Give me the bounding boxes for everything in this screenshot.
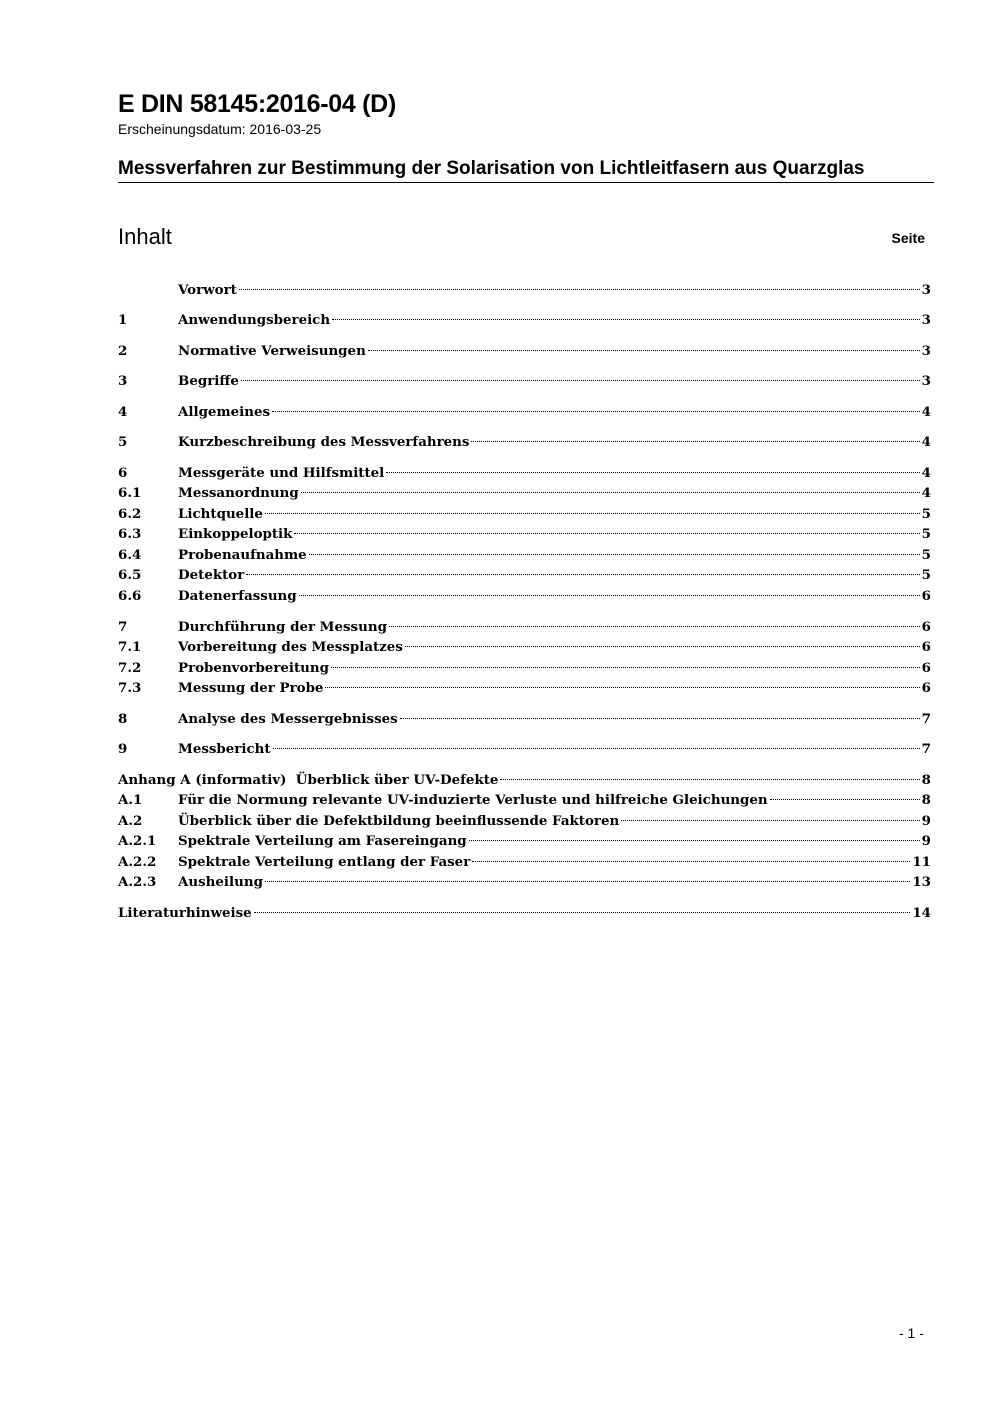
toc-leader (239, 289, 920, 290)
toc-entry-page: 13 (912, 874, 931, 890)
toc-entry-number: 6.2 (118, 506, 142, 522)
toc-entry-page: 11 (912, 854, 931, 870)
toc-entry-label: Probenvorbereitung (178, 660, 330, 676)
toc-leader (254, 912, 911, 913)
toc-entry-page: 4 (921, 434, 931, 450)
toc-entry[interactable] (118, 637, 931, 657)
toc-entry-number: 2 (118, 343, 128, 359)
toc-leader (332, 319, 920, 320)
toc-entry[interactable] (118, 678, 931, 698)
toc-entry-number: A.2.2 (118, 854, 157, 870)
toc-entry-page: 3 (921, 282, 931, 298)
toc-entry-label: Lichtquelle (178, 506, 263, 522)
toc-entry-page: 14 (912, 905, 931, 921)
toc-entry-number: 6.3 (118, 526, 142, 542)
toc-entry-label: Vorbereitung des Messplatzes (178, 639, 403, 655)
toc-entry-label: Ausheilung (178, 874, 263, 890)
toc-entry-label: Vorwort (178, 282, 237, 298)
toc-entry-page: 6 (921, 639, 931, 655)
toc-entry-label: Durchführung der Messung (178, 619, 387, 635)
toc-entry-page: 6 (921, 660, 931, 676)
toc-leader (309, 554, 920, 555)
publication-date: Erscheinungsdatum: 2016-03-25 (118, 121, 322, 137)
toc-entry[interactable] (118, 658, 931, 678)
toc-entry-label: Spektrale Verteilung entlang der Faser (178, 854, 471, 870)
toc-entry-number: 6.4 (118, 547, 142, 563)
toc-entry-label: Analyse des Messergebnisses (178, 711, 398, 727)
page-number: - 1 - (899, 1325, 924, 1341)
toc-entry-label: Normative Verweisungen (178, 343, 366, 359)
doc-id: E DIN 58145:2016-04 (D) (118, 90, 396, 118)
toc-leader (500, 779, 919, 780)
toc-entry[interactable] (118, 903, 931, 923)
toc-entry-page: 9 (921, 813, 931, 829)
toc-entry[interactable] (118, 463, 931, 483)
toc-entry[interactable] (118, 811, 931, 831)
toc-leader (469, 840, 920, 841)
toc-entry[interactable] (118, 790, 931, 810)
toc-page-column-label: Seite (891, 230, 925, 246)
toc-leader (301, 492, 920, 493)
toc-leader (386, 472, 919, 473)
toc-entry-page: 3 (921, 312, 931, 328)
toc-entry-label: Spektrale Verteilung am Fasereingang (178, 833, 467, 849)
toc-entry-number: 5 (118, 434, 128, 450)
toc-leader (294, 533, 919, 534)
toc-leader (325, 687, 919, 688)
toc-entry[interactable] (118, 709, 931, 729)
toc-entry[interactable] (118, 524, 931, 544)
toc-leader (389, 626, 920, 627)
toc-entry[interactable] (118, 280, 931, 300)
toc-entry[interactable] (118, 852, 931, 872)
toc-leader (273, 748, 920, 749)
toc-entry-number: 8 (118, 711, 128, 727)
toc-entry-label: Messgeräte und Hilfsmittel (178, 465, 385, 481)
document-title: Messverfahren zur Bestimmung der Solarisation von Lichtleitfasern aus Quarzglas (118, 158, 865, 179)
toc-entry-page: 8 (921, 772, 931, 788)
toc-entry-page: 3 (921, 343, 931, 359)
toc-entry-label: Für die Normung relevante UV-induzierte Verluste und hilfreiche Gleichungen (178, 792, 768, 808)
toc-entry-page: 4 (921, 465, 931, 481)
toc-entry-number: 6.6 (118, 588, 142, 604)
toc-entry-label: Messanordnung (178, 485, 299, 501)
toc-leader (400, 718, 920, 719)
toc-entry[interactable] (118, 770, 931, 790)
toc-entry-number: 7.1 (118, 639, 142, 655)
toc-entry-number: A.2.3 (118, 874, 157, 890)
toc-entry-label: Messung der Probe (178, 680, 324, 696)
toc-entry[interactable] (118, 586, 931, 606)
toc-entry-page: 7 (921, 711, 931, 727)
toc-entry-page: 4 (921, 404, 931, 420)
toc-entry-page: 8 (921, 792, 931, 808)
toc-entry-number: 6 (118, 465, 128, 481)
toc-leader (770, 799, 920, 800)
toc-entry[interactable] (118, 402, 931, 422)
toc-heading: Inhalt (118, 224, 172, 249)
toc-entry-label: Begriffe (178, 373, 239, 389)
toc-leader (299, 595, 920, 596)
toc-entry-label: Anhang A (informativ) Überblick über UV-Defekte (118, 772, 499, 788)
toc-entry-number: 6.1 (118, 485, 142, 501)
toc-entry-label: Detektor (178, 567, 245, 583)
toc-entry-number: 4 (118, 404, 128, 420)
toc-entry-label: Literaturhinweise (118, 905, 252, 921)
toc-entry[interactable] (118, 371, 931, 391)
toc-leader (621, 820, 919, 821)
toc-entry-page: 5 (921, 547, 931, 563)
toc-leader (241, 380, 920, 381)
toc-entry[interactable] (118, 739, 931, 759)
toc-entry-page: 6 (921, 680, 931, 696)
toc-entry-number: 7.2 (118, 660, 142, 676)
toc-entry-number: 6.5 (118, 567, 142, 583)
toc-entry[interactable] (118, 565, 931, 585)
toc-entry-page: 6 (921, 588, 931, 604)
toc-leader (405, 646, 920, 647)
toc-entry[interactable] (118, 483, 931, 503)
toc-entry[interactable] (118, 545, 931, 565)
toc-leader (368, 350, 920, 351)
toc-entry-page: 6 (921, 619, 931, 635)
toc-entry-page: 5 (921, 567, 931, 583)
toc-entry-number: A.1 (118, 792, 143, 808)
toc-entry[interactable] (118, 432, 931, 452)
toc-entry-number: 7.3 (118, 680, 142, 696)
toc-entry[interactable] (118, 872, 931, 892)
toc-entry-page: 5 (921, 526, 931, 542)
toc-entry-page: 3 (921, 373, 931, 389)
toc-leader (471, 441, 919, 442)
toc-leader (265, 881, 910, 882)
toc-entry-label: Kurzbeschreibung des Messverfahrens (178, 434, 470, 450)
toc-leader (265, 513, 920, 514)
toc-entry-number: A.2 (118, 813, 143, 829)
toc-entry[interactable] (118, 310, 931, 330)
toc-entry-label: Allgemeines (178, 404, 271, 420)
toc-entry-label: Anwendungsbereich (178, 312, 331, 328)
toc-entry-page: 4 (921, 485, 931, 501)
toc-entry[interactable] (118, 341, 931, 361)
toc-entry-page: 9 (921, 833, 931, 849)
toc-leader (472, 861, 910, 862)
toc-leader (246, 574, 919, 575)
toc-entry-label: Datenerfassung (178, 588, 297, 604)
toc-entry-label: Überblick über die Defektbildung beeinflussende Faktoren (178, 813, 620, 829)
title-rule (118, 182, 934, 183)
toc-entry-page: 5 (921, 506, 931, 522)
toc-entry-number: 1 (118, 312, 128, 328)
toc-entry-page: 7 (921, 741, 931, 757)
toc-entry-label: Messbericht (178, 741, 271, 757)
toc-entry-number: A.2.1 (118, 833, 157, 849)
toc-entry-number: 3 (118, 373, 128, 389)
toc-entry-label: Probenaufnahme (178, 547, 307, 563)
toc-entry[interactable] (118, 617, 931, 637)
toc-leader (272, 411, 920, 412)
toc-entry-label: Einkoppeloptik (178, 526, 293, 542)
toc-entry[interactable] (118, 504, 931, 524)
toc-entry-number: 7 (118, 619, 128, 635)
toc-leader (331, 667, 920, 668)
toc-entry-number: 9 (118, 741, 128, 757)
toc-entry[interactable] (118, 831, 931, 851)
